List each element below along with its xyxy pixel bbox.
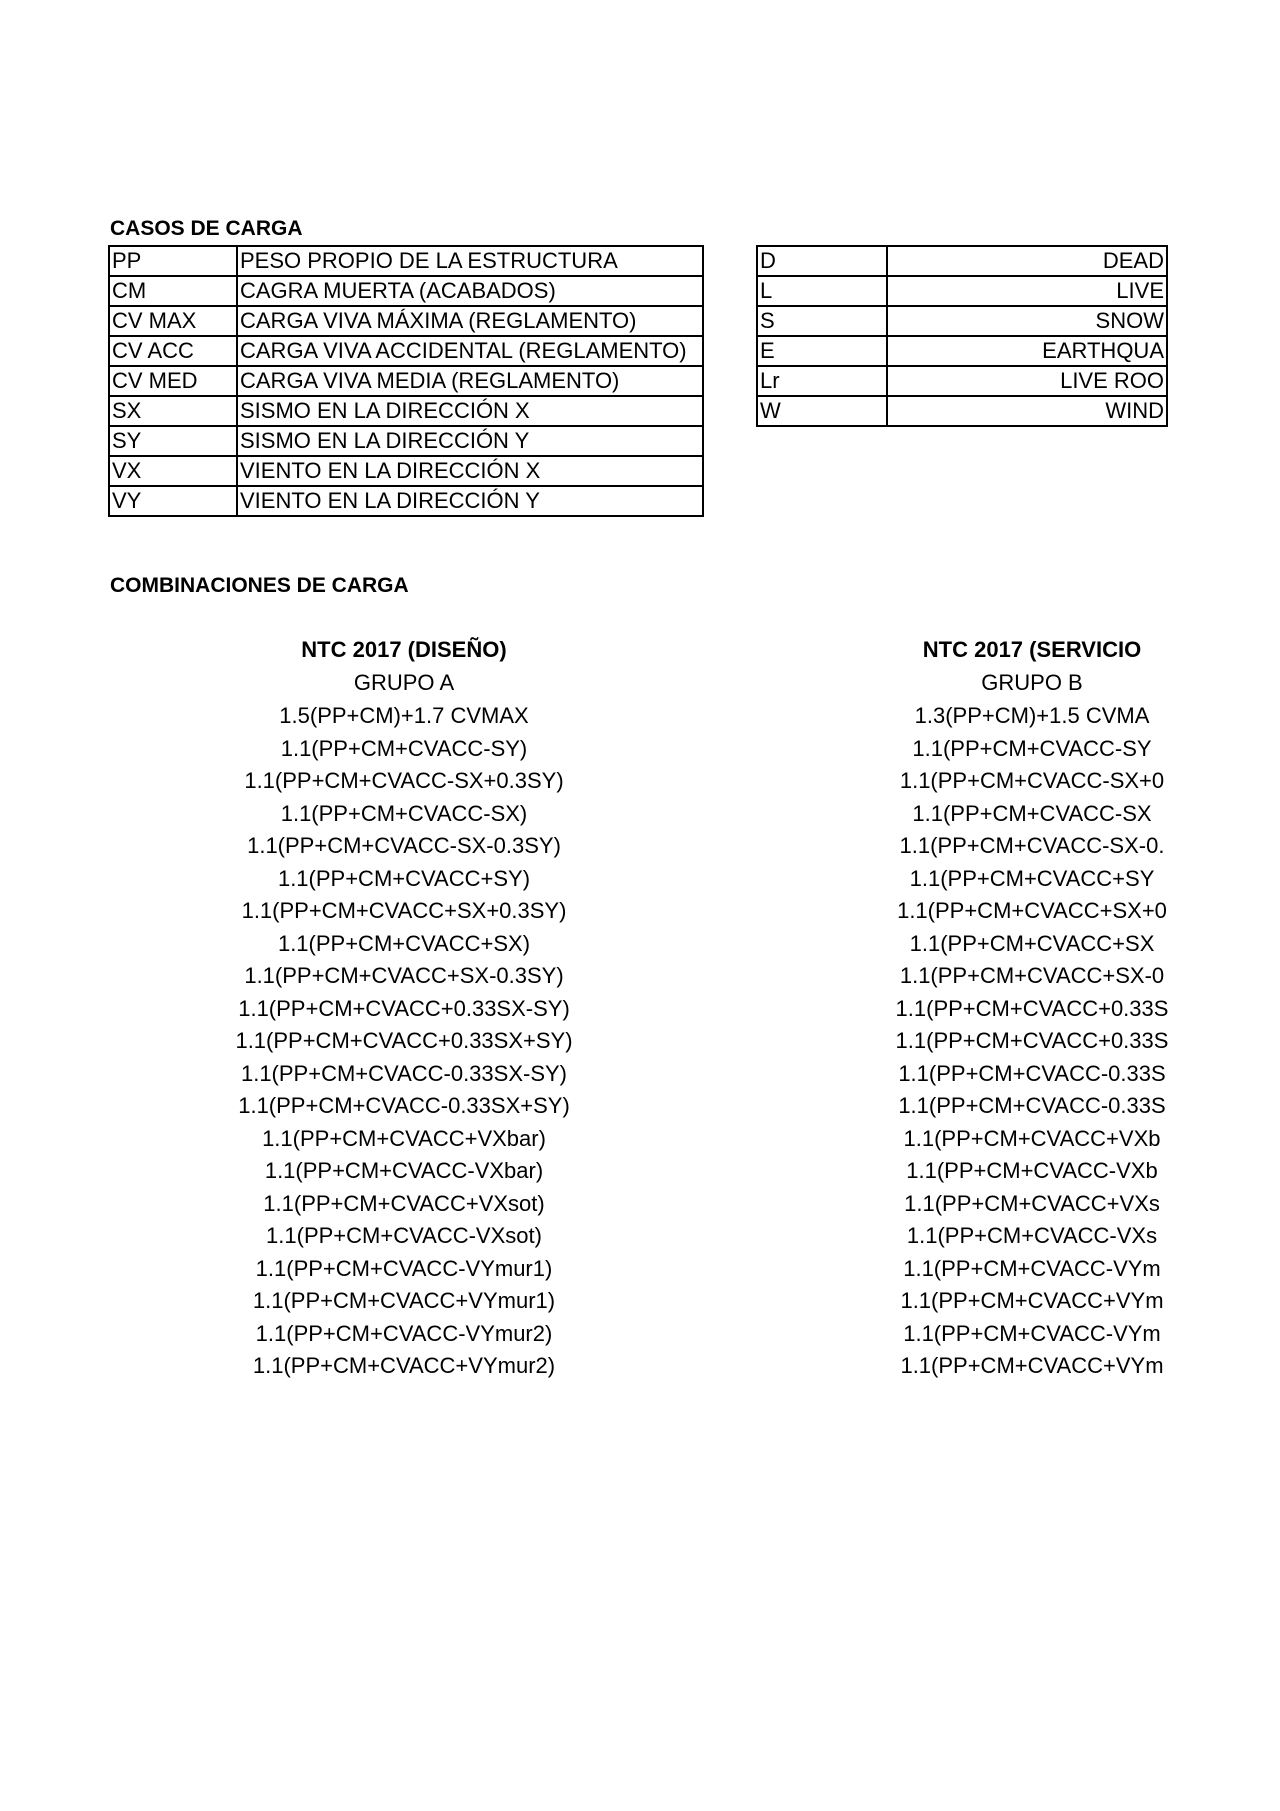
english-cases-clip xyxy=(756,245,1164,445)
list-item: 1.1(PP+CM+CVACC+VYmur2) xyxy=(252,1353,556,1378)
list-item: 1.5(PP+CM)+1.7 CVMAX xyxy=(279,703,529,728)
design-group-label: GRUPO A xyxy=(353,670,455,695)
table-row xyxy=(109,366,703,396)
table-row xyxy=(109,396,703,426)
table-row xyxy=(109,486,703,516)
case-description: VIENTO EN LA DIRECCIÓN Y xyxy=(237,486,703,516)
list-item: 1.1(PP+CM+CVACC+SX xyxy=(909,930,1155,956)
list-item: 1.1(PP+CM+CVACC-VXb xyxy=(906,1158,1158,1183)
list-item: 1.1(PP+CM+CVACC+VYmur1) xyxy=(252,1288,556,1313)
case-description: CARGA VIVA ACCIDENTAL (REGLAMENTO) xyxy=(237,336,703,366)
table-row xyxy=(757,246,1167,276)
list-item: 1.1(PP+CM+CVACC+SX-0 xyxy=(899,963,1165,988)
english-case-label: SNOW xyxy=(887,306,1167,336)
english-case-code: Lr xyxy=(757,366,887,396)
list-item: 1.1(PP+CM+CVACC-SX) xyxy=(280,800,528,826)
list-item: 1.1(PP+CM+CVACC-0.33S xyxy=(898,1060,1166,1086)
combinations-title: COMBINACIONES DE CARGA xyxy=(110,574,409,597)
case-code: SY xyxy=(109,426,237,456)
list-item: 1.1(PP+CM+CVACC+SX) xyxy=(277,930,531,956)
case-description: PESO PROPIO DE LA ESTRUCTURA xyxy=(237,246,703,276)
case-description: VIENTO EN LA DIRECCIÓN X xyxy=(237,456,703,486)
table-row xyxy=(109,456,703,486)
english-case-label: WIND xyxy=(887,396,1167,426)
english-case-label: LIVE xyxy=(887,276,1167,306)
case-description: CAGRA MUERTA (ACABADOS) xyxy=(237,276,703,306)
list-item: 1.1(PP+CM+CVACC-SY xyxy=(912,735,1152,761)
english-case-label: EARTHQUA xyxy=(887,336,1167,366)
list-item: 1.1(PP+CM+CVACC+VXs xyxy=(904,1190,1160,1216)
list-item: 1.1(PP+CM+CVACC-VYmur1) xyxy=(255,1255,553,1281)
case-code: CV MED xyxy=(109,366,237,396)
case-description: SISMO EN LA DIRECCIÓN Y xyxy=(237,426,703,456)
list-item: 1.1(PP+CM+CVACC+VXbar) xyxy=(262,1125,546,1151)
service-column-clip xyxy=(880,630,1169,1390)
english-case-code: W xyxy=(757,396,887,426)
list-item: 1.1(PP+CM+CVACC+SY) xyxy=(277,865,531,891)
list-item: 1.1(PP+CM+CVACC-VXsot) xyxy=(266,1223,542,1248)
table-row xyxy=(757,396,1167,426)
case-code: VY xyxy=(109,486,237,516)
design-column-title: NTC 2017 (DISEÑO) xyxy=(301,637,507,662)
english-case-label: DEAD xyxy=(887,246,1167,276)
english-case-code: E xyxy=(757,336,887,366)
service-combinations-list xyxy=(847,700,1217,1383)
list-item: 1.3(PP+CM)+1.5 CVMA xyxy=(914,703,1150,728)
case-description: CARGA VIVA MÁXIMA (REGLAMENTO) xyxy=(237,306,703,336)
list-item: 1.1(PP+CM+CVACC-VYm xyxy=(903,1320,1161,1346)
list-item: 1.1(PP+CM+CVACC-VXbar) xyxy=(264,1158,544,1183)
english-case-label: LIVE ROO xyxy=(887,366,1167,396)
list-item: 1.1(PP+CM+CVACC+SX+0 xyxy=(897,898,1167,923)
table-row xyxy=(757,306,1167,336)
service-group-label: GRUPO B xyxy=(981,670,1083,695)
list-item: 1.1(PP+CM+CVACC-SX+0.3SY) xyxy=(244,768,564,793)
table-row xyxy=(757,366,1167,396)
english-case-code: S xyxy=(757,306,887,336)
list-item: 1.1(PP+CM+CVACC-0.33SX-SY) xyxy=(240,1060,568,1086)
case-description: SISMO EN LA DIRECCIÓN X xyxy=(237,396,703,426)
list-item: 1.1(PP+CM+CVACC-SX-0.3SY) xyxy=(247,833,561,858)
list-item: 1.1(PP+CM+CVACC-VXs xyxy=(906,1223,1158,1248)
case-code: CV MAX xyxy=(109,306,237,336)
english-cases-table xyxy=(756,245,1168,427)
load-cases-table xyxy=(108,245,704,517)
list-item: 1.1(PP+CM+CVACC+0.33S xyxy=(895,1028,1169,1053)
list-item: 1.1(PP+CM+CVACC+VYm xyxy=(900,1288,1164,1313)
table-row xyxy=(109,336,703,366)
list-item: 1.1(PP+CM+CVACC-0.33S xyxy=(898,1093,1166,1118)
case-code: SX xyxy=(109,396,237,426)
list-item: 1.1(PP+CM+CVACC-SX-0. xyxy=(899,833,1165,858)
list-item: 1.1(PP+CM+CVACC-VYmur2) xyxy=(255,1320,553,1346)
english-case-code: D xyxy=(757,246,887,276)
table-row xyxy=(109,426,703,456)
case-description: CARGA VIVA MEDIA (REGLAMENTO) xyxy=(237,366,703,396)
list-item: 1.1(PP+CM+CVACC+SX-0.3SY) xyxy=(244,963,564,988)
case-code: CV ACC xyxy=(109,336,237,366)
design-combinations-list xyxy=(224,700,584,1383)
english-case-code: L xyxy=(757,276,887,306)
list-item: 1.1(PP+CM+CVACC+VXsot) xyxy=(263,1190,545,1216)
cases-title: CASOS DE CARGA xyxy=(110,217,303,240)
list-item: 1.1(PP+CM+CVACC+VYm xyxy=(900,1353,1164,1378)
list-item: 1.1(PP+CM+CVACC+0.33SX+SY) xyxy=(235,1028,573,1053)
list-item: 1.1(PP+CM+CVACC-SX+0 xyxy=(899,768,1165,793)
list-item: 1.1(PP+CM+CVACC-0.33SX+SY) xyxy=(238,1093,570,1118)
table-row xyxy=(109,246,703,276)
table-row xyxy=(109,306,703,336)
case-code: VX xyxy=(109,456,237,486)
list-item: 1.1(PP+CM+CVACC+0.33S xyxy=(895,995,1169,1021)
list-item: 1.1(PP+CM+CVACC+SY xyxy=(909,865,1155,891)
list-item: 1.1(PP+CM+CVACC-SX xyxy=(912,800,1152,826)
table-row xyxy=(757,336,1167,366)
service-column-title: NTC 2017 (SERVICIO xyxy=(922,637,1142,662)
list-item: 1.1(PP+CM+CVACC+VXb xyxy=(903,1125,1161,1151)
case-code: PP xyxy=(109,246,237,276)
table-row xyxy=(109,276,703,306)
case-code: CM xyxy=(109,276,237,306)
list-item: 1.1(PP+CM+CVACC+SX+0.3SY) xyxy=(241,898,567,923)
list-item: 1.1(PP+CM+CVACC-SY) xyxy=(280,735,528,761)
table-row xyxy=(757,276,1167,306)
list-item: 1.1(PP+CM+CVACC+0.33SX-SY) xyxy=(238,995,570,1021)
list-item: 1.1(PP+CM+CVACC-VYm xyxy=(903,1255,1161,1281)
